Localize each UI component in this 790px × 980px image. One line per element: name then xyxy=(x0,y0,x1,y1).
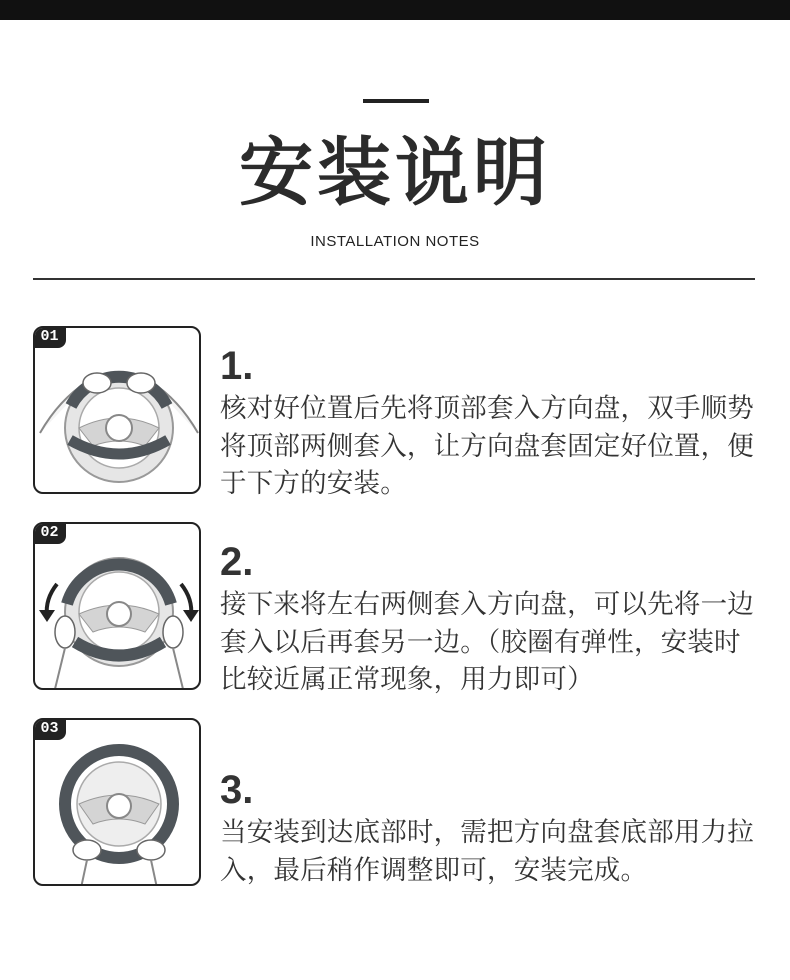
step-1-badge-label: 01 xyxy=(40,328,59,345)
steering-wheel-bottom-install-icon xyxy=(35,720,201,886)
steering-wheel-side-install-icon xyxy=(35,524,201,690)
step-1-number: 1. xyxy=(220,344,254,388)
page-subtitle: INSTALLATION NOTES xyxy=(310,233,480,250)
top-bar xyxy=(0,0,790,20)
step-3-illustration xyxy=(33,718,201,886)
step-2-badge xyxy=(33,522,66,544)
step-1-illustration xyxy=(33,326,201,494)
step-1-badge xyxy=(33,326,66,348)
step-3-badge-label: 03 xyxy=(40,720,59,737)
step-1-text: 核对好位置后先将顶部套入方向盘，双手顺势将顶部两侧套入，让方向盘套固定好位置，便于下方的安装。 xyxy=(220,393,754,499)
step-2-number: 2. xyxy=(220,540,254,584)
header-divider xyxy=(33,278,755,280)
step-2-badge-label: 02 xyxy=(40,524,59,541)
step-3-text: 当安装到达底部时，需把方向盘套底部用力拉入，最后稍作调整即可，安装完成。 xyxy=(220,817,754,886)
step-2-text: 接下来将左右两侧套入方向盘，可以先将一边套入以后再套另一边。（胶圈有弹性，安装时比较近属正常现象，用力即可） xyxy=(220,589,754,695)
steering-wheel-top-install-icon xyxy=(35,328,201,494)
step-2-illustration xyxy=(33,522,201,690)
page-title: 安装说明 xyxy=(239,130,551,216)
step-3-badge xyxy=(33,718,66,740)
title-accent-line xyxy=(363,99,429,103)
step-3-number: 3. xyxy=(220,768,254,812)
